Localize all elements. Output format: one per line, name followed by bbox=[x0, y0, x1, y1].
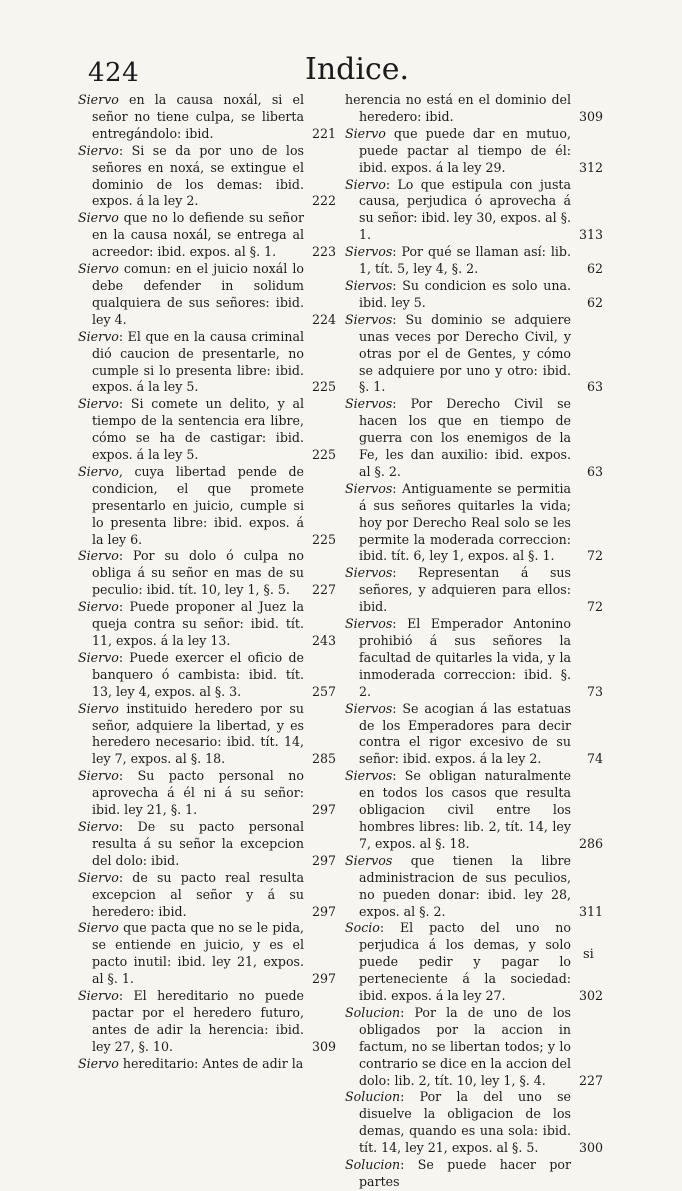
index-entry bbox=[345, 244, 603, 278]
entry-text: : Se obligan naturalmente en todos los casos que resulta obligacion civil entre los hombres libres: lib. 2, tít. 14, ley 7, expos. al §. 18. bbox=[359, 768, 571, 851]
index-entry bbox=[78, 701, 336, 769]
entry-text: : Puede proponer al Juez la queja contra su señor: ibid. tít. 11, expos. á la ley 13. bbox=[92, 599, 304, 648]
entry-headword: Siervo bbox=[78, 869, 119, 885]
entry-page-reference: 297 bbox=[311, 903, 336, 919]
index-entry bbox=[345, 481, 603, 566]
index-entry bbox=[78, 396, 336, 464]
entry-text: : Si se da por uno de los señores en noxá, se extingue el dominio de los demas: ibid. expos. á la ley 2. bbox=[92, 142, 304, 209]
entry-headword: Siervos bbox=[345, 480, 393, 496]
entry-text: : Lo que estipula con justa causa, perjudica ó aprovecha á su señor: ibid. ley 30, expos. al §. 1. bbox=[359, 176, 571, 243]
entry-page-reference: 223 bbox=[311, 244, 336, 260]
entry-page-reference: 309 bbox=[311, 1038, 336, 1054]
entry-headword: Siervo bbox=[78, 700, 119, 716]
index-entry bbox=[345, 701, 603, 769]
index-entry bbox=[78, 143, 336, 211]
entry-page-reference: 73 bbox=[586, 683, 603, 699]
index-entry bbox=[78, 92, 336, 143]
entry-text: : El pacto del uno no perjudica á los demas, y solo puede pedir y pagar lo perteneciente á la sociedad: ibid. expos. á la ley 27. bbox=[359, 920, 571, 1004]
entry-page-reference: 313 bbox=[578, 227, 603, 243]
entry-page-reference: 243 bbox=[311, 633, 336, 648]
entry-text: : Antiguamente se permitia á sus señores quitarles la vida; hoy por Derecho Real solo se les permite la moderada correccion: ibid. tít. 6, ley 1, expos. al §. 1. bbox=[359, 480, 571, 564]
index-entry bbox=[345, 396, 603, 481]
index-column-left bbox=[78, 92, 336, 1073]
entry-page-reference: 225 bbox=[311, 447, 336, 463]
entry-headword: Siervos bbox=[345, 396, 393, 412]
entry-headword: Siervos bbox=[345, 311, 393, 327]
entry-text: en la causa noxál, si el señor no tiene culpa, se liberta entregándolo: ibid. bbox=[92, 92, 304, 141]
entry-page-reference: 286 bbox=[578, 835, 603, 851]
index-entry bbox=[78, 1056, 336, 1073]
entry-page-reference: 309 bbox=[578, 108, 603, 124]
index-entry bbox=[345, 278, 603, 312]
entry-page-reference: 311 bbox=[578, 903, 603, 919]
entry-page-reference: 312 bbox=[578, 159, 603, 175]
index-entry bbox=[78, 870, 336, 921]
entry-text: : Por qué se llaman así: lib. 1, tít. 5, ley 4, §. 2. bbox=[359, 244, 571, 277]
entry-headword: Siervo bbox=[78, 988, 119, 1004]
index-entry bbox=[345, 565, 603, 616]
page-number: 424 bbox=[88, 58, 140, 88]
entry-text: : Puede exercer el oficio de banquero ó cambista: ibid. tít. 13, ley 4, expos. al §. 3. bbox=[92, 649, 304, 699]
entry-text: : Representan á sus señores, y adquieren para ellos: ibid. bbox=[359, 565, 571, 615]
index-entry bbox=[345, 920, 603, 1005]
index-entry bbox=[345, 853, 603, 921]
entry-text: que no lo defiende su señor en la causa noxál, se entrega al acreedor: ibid. expos. al §. 1. bbox=[92, 210, 304, 260]
entry-headword: Socio bbox=[345, 920, 380, 936]
entry-text: : Por su dolo ó culpa no obliga á su señor en mas de su peculio: ibid. tít. 10, ley 1, §. 5. bbox=[92, 548, 304, 598]
index-entry bbox=[78, 650, 336, 701]
entry-headword: Siervos bbox=[345, 616, 393, 632]
index-entry bbox=[78, 988, 336, 1056]
entry-headword: Siervos bbox=[345, 700, 393, 716]
entry-headword: Siervo bbox=[78, 599, 119, 615]
entry-headword: Siervo bbox=[78, 1055, 119, 1071]
entry-page-reference: 62 bbox=[586, 261, 603, 277]
entry-headword: Siervo bbox=[78, 768, 119, 784]
index-entry bbox=[78, 920, 336, 988]
index-entry bbox=[78, 261, 336, 329]
index-entry bbox=[345, 1157, 603, 1191]
entry-text: : Por Derecho Civil se hacen los que en tiempo de guerra con los enemigos de la Fe, les dan auxilio: ibid. expos. al §. 2. bbox=[359, 396, 571, 479]
entry-headword: Siervos bbox=[345, 244, 393, 260]
entry-page-reference: 227 bbox=[578, 1072, 603, 1088]
entry-headword: Siervos bbox=[345, 277, 393, 293]
index-entry bbox=[78, 210, 336, 261]
index-entry bbox=[345, 312, 603, 397]
entry-page-reference: 222 bbox=[311, 193, 336, 209]
entry-text: comun: en el juicio noxál lo debe defender in solidum qualquiera de sus señores: ibid. ley 4. bbox=[92, 261, 304, 327]
entry-headword: Siervo bbox=[78, 396, 119, 412]
entry-page-reference: 297 bbox=[311, 971, 336, 987]
index-entry bbox=[345, 126, 603, 177]
entry-text: , cuya libertad pende de condicion, el que promete presentarlo en juicio, cumple si lo presenta libre: ibid. expos. á la ley 6. bbox=[92, 463, 304, 547]
entry-headword: Siervos bbox=[345, 565, 393, 581]
entry-text: : Se acogian á las estatuas de los Emperadores para decir contra el rigor excesivo de su señor: ibid. expos. á la ley 2. bbox=[359, 700, 571, 767]
entry-text: : De su pacto personal resulta á su señor la excepcion del dolo: ibid. bbox=[92, 818, 304, 868]
entry-headword: Siervo bbox=[345, 176, 386, 192]
index-entry bbox=[78, 464, 336, 549]
entry-headword: Siervo bbox=[78, 210, 119, 226]
entry-headword: Siervo bbox=[78, 920, 119, 936]
entry-headword: Siervo bbox=[78, 328, 119, 344]
entry-text: instituido heredero por su señor, adquiere la libertad, y es heredero necesario: ibid. tít. 14, ley 7, expos. al §. 18. bbox=[92, 700, 304, 767]
entry-page-reference: 62 bbox=[586, 294, 603, 310]
entry-page-reference: 227 bbox=[311, 582, 336, 598]
entry-text: : Por la del uno se disuelve la obligacion de los demas, quando es una sola: ibid. tít. 14, ley 21, expos. al §. 5. bbox=[359, 1089, 571, 1156]
entry-headword: Siervo bbox=[78, 548, 119, 564]
entry-text: que puede dar en mutuo, puede pactar al tiempo de él: ibid. expos. á la ley 29. bbox=[359, 125, 571, 175]
entry-page-reference: 221 bbox=[311, 125, 336, 141]
index-entry bbox=[78, 768, 336, 819]
index-entry bbox=[345, 1005, 603, 1090]
entry-headword: Solucion bbox=[345, 1157, 401, 1173]
entry-page-reference: 302 bbox=[578, 988, 603, 1004]
entry-headword: Siervo bbox=[345, 125, 386, 141]
entry-text: : Su pacto personal no aprovecha á él ni á su señor: ibid. ley 21, §. 1. bbox=[92, 768, 304, 818]
entry-page-reference: 300 bbox=[578, 1140, 603, 1156]
entry-headword: Siervos bbox=[345, 852, 393, 868]
entry-headword: Solucion bbox=[345, 1004, 401, 1020]
entry-headword: Siervo bbox=[78, 818, 119, 834]
entry-text: : Por la de uno de los obligados por la accion in factum, no se libertan todos; y lo contrario se dice en la accion del dolo: lib. 2, tít. 10, ley 1, §. 4. bbox=[359, 1004, 571, 1088]
entry-text: : Su dominio se adquiere unas veces por Derecho Civil, y otras por el de Gentes, y cómo se adquiere por uno y otro: ibid. §. 1. bbox=[359, 311, 571, 395]
entry-page-reference: 224 bbox=[311, 311, 336, 327]
entry-text: : de su pacto real resulta excepcion al señor y á su heredero: ibid. bbox=[92, 869, 304, 919]
entry-text: : Se puede hacer por partes bbox=[359, 1157, 571, 1189]
entry-headword: Siervo bbox=[78, 142, 119, 158]
entry-page-reference: 72 bbox=[586, 599, 603, 615]
index-entry bbox=[345, 1089, 603, 1157]
entry-page-reference: 285 bbox=[311, 751, 336, 767]
index-entry bbox=[78, 329, 336, 397]
entry-page-reference: 72 bbox=[586, 548, 603, 564]
entry-page-reference: 297 bbox=[311, 802, 336, 818]
entry-text: que tienen la libre administracion de sus peculios, no pueden donar: ibid. ley 28, expos. al §. 2. bbox=[359, 852, 571, 919]
entry-text: herencia no está en el dominio del heredero: ibid. bbox=[345, 92, 571, 124]
entry-text: que pacta que no se le pida, se entiende en juicio, y es el pacto inutil: ibid. ley 21, expos. al §. 1. bbox=[92, 920, 304, 987]
entry-headword: Siervo bbox=[78, 463, 119, 479]
page-title: Indice. bbox=[305, 52, 410, 87]
index-entry bbox=[345, 92, 603, 126]
entry-headword: Siervo bbox=[78, 261, 119, 277]
index-entry bbox=[345, 616, 603, 701]
entry-headword: Solucion bbox=[345, 1089, 401, 1105]
entry-headword: Siervo bbox=[78, 92, 119, 107]
entry-page-reference: 63 bbox=[586, 463, 603, 479]
index-entry bbox=[78, 548, 336, 599]
entry-text: : El hereditario no puede pactar por el heredero futuro, antes de adir la herencia: ibid. ley 27, §. 10. bbox=[92, 988, 304, 1054]
entry-text: hereditario: Antes de adir la bbox=[118, 1055, 304, 1071]
catchword: si bbox=[583, 947, 594, 962]
entry-text: : El que en la causa criminal dió caucion de presentarle, no cumple si lo presenta libre: ibid. expos. á la ley 5. bbox=[92, 328, 304, 395]
index-column-right bbox=[345, 92, 603, 1191]
entry-text: : Si comete un delito, y al tiempo de la sentencia era libre, cómo se ha de castigar: ibid. expos. á la ley 5. bbox=[92, 396, 304, 463]
entry-text: : El Emperador Antonino prohibió á sus señores la facultad de quitarles la vida, y la inmoderada correccion: ibid. §. 2. bbox=[359, 616, 571, 699]
index-entry bbox=[345, 768, 603, 853]
entry-page-reference: 225 bbox=[311, 531, 336, 547]
index-entry bbox=[78, 599, 336, 650]
entry-page-reference: 63 bbox=[586, 379, 603, 395]
entry-text: : Su condicion es solo una. ibid. ley 5. bbox=[359, 277, 571, 310]
entry-page-reference: 257 bbox=[311, 683, 336, 699]
entry-page-reference: 225 bbox=[311, 379, 336, 395]
entry-headword: Siervos bbox=[345, 768, 393, 784]
index-entry bbox=[345, 177, 603, 245]
index-entry bbox=[78, 819, 336, 870]
entry-headword: Siervo bbox=[78, 649, 119, 665]
entry-page-reference: 297 bbox=[311, 852, 336, 868]
entry-page-reference: 74 bbox=[586, 751, 603, 767]
